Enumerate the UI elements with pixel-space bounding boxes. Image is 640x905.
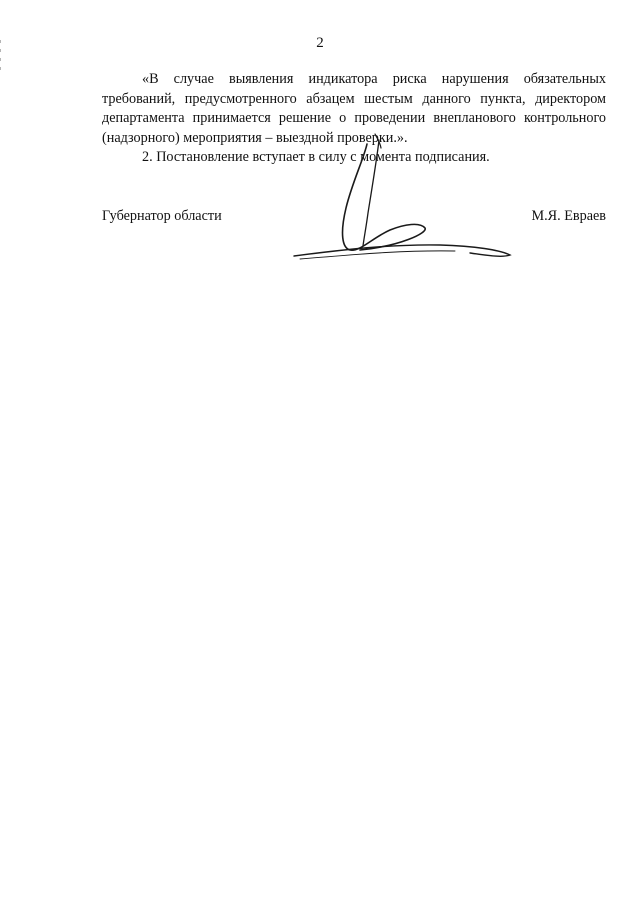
signatory-name: М.Я. Евраев [531,208,606,224]
handwritten-signature [280,138,520,268]
signatory-position: Губернатор области [102,208,222,224]
paragraph-effective-date: 2. Постановление вступает в силу с момента подписания. [142,149,490,166]
paragraph-amendment-text: «В случае выявления индикатора риска нарушения обязательных требований, предусмотренного абзацем шестым данного пункта, директором департамента принимается решение о проведении внепланового контрольного (надзорного) мероприятия – выездной проверки.». [102,71,606,146]
page-number: 2 [316,35,324,51]
